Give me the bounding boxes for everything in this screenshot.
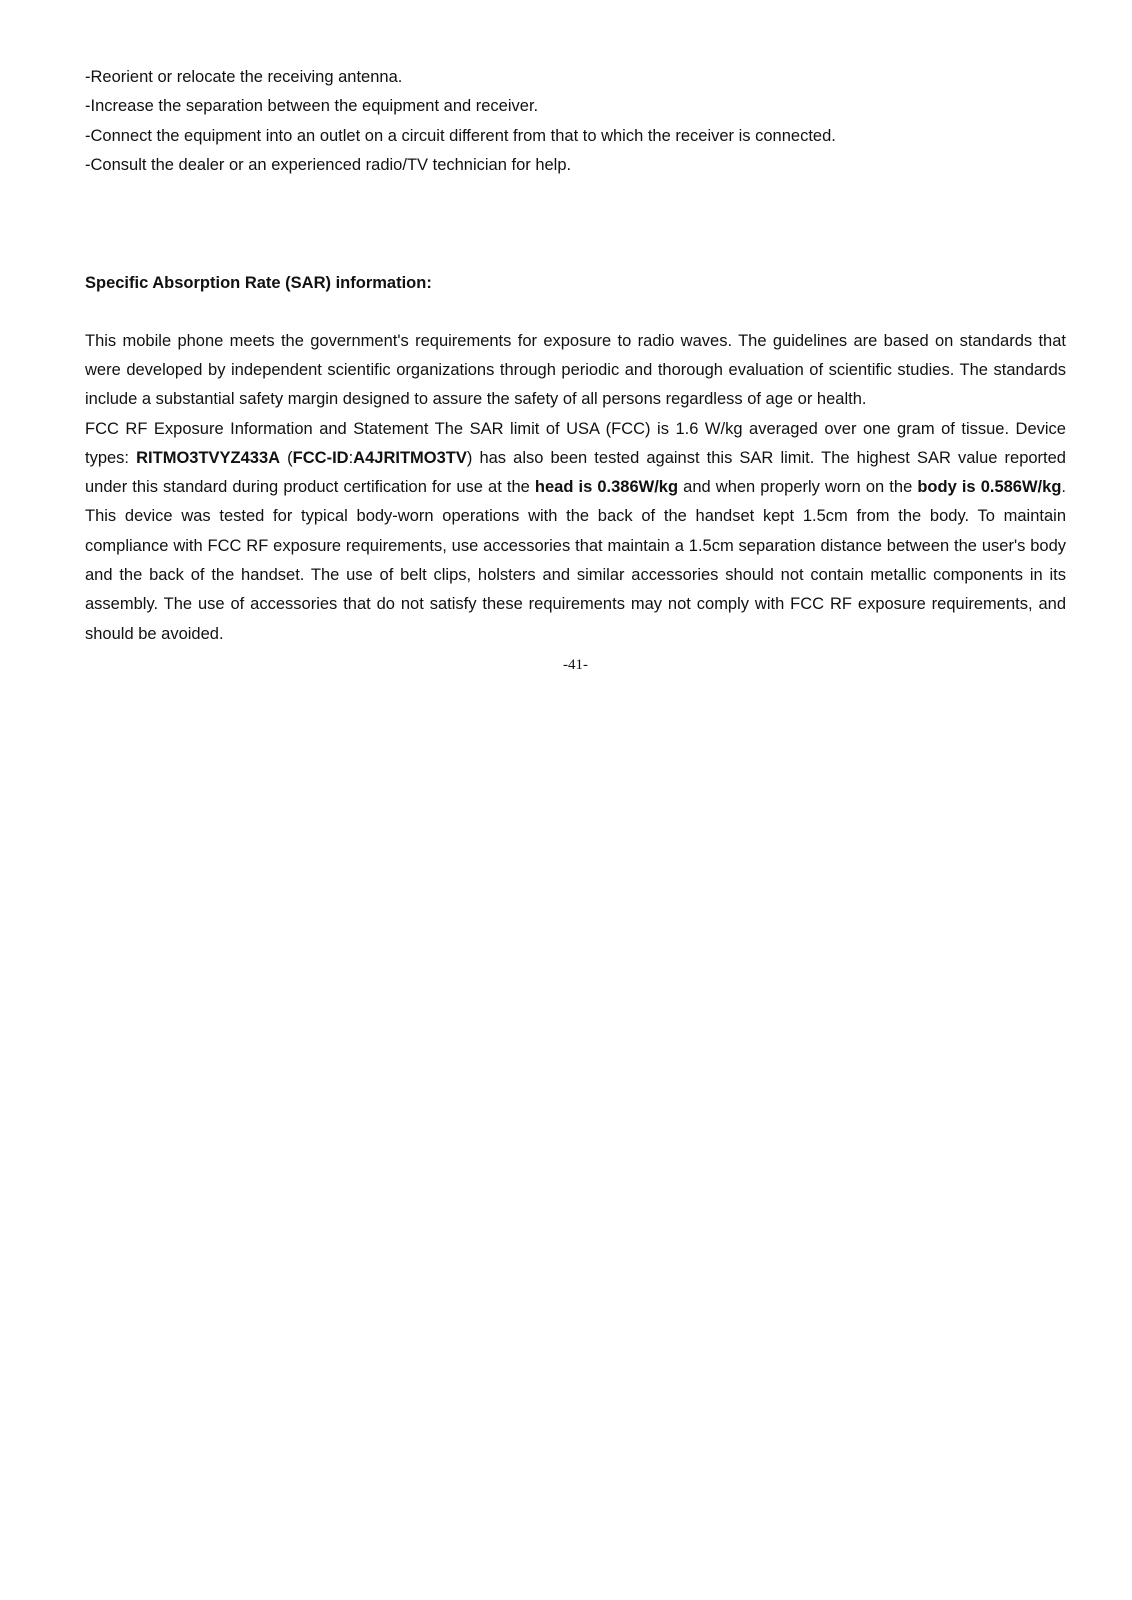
text-run: ) has also been tested against this SAR limit. The highest SAR value reported under this standard during product certification for use at the xyxy=(85,448,1066,497)
text-run: : xyxy=(348,448,354,467)
body-sar-value: body is 0.586W/kg xyxy=(917,478,1062,497)
text-run: FCC RF Exposure Information and Statement The SAR limit of USA (FCC) is 1.6 W/kg averaged over one gram of tissue. Device types: xyxy=(85,419,1066,467)
section-heading: Specific Absorption Rate (SAR) information: xyxy=(85,273,432,292)
list-item: -Reorient or relocate the receiving antenna. xyxy=(85,68,403,86)
sar-paragraph-1: This mobile phone meets the government's requirements for exposure to radio waves. The guidelines are based on standards that were developed by independent scientific organizations through periodic and thorough evaluation of scientific studies. The standards include a substantial safety margin designed to assure the safety of all persons regardless of age or health. xyxy=(85,331,1066,409)
page-number: -41- xyxy=(563,656,588,673)
list-item: -Increase the separation between the equipment and receiver. xyxy=(85,97,539,116)
head-sar-value: head is 0.386W/kg xyxy=(534,478,679,497)
text-run: and when properly worn on the xyxy=(678,478,918,497)
text-run: ( xyxy=(280,448,293,467)
sar-paragraph-2 xyxy=(85,415,1066,649)
device-type: RITMO3TVYZ433A xyxy=(136,448,281,467)
fcc-id-value: A4JRITMO3TV xyxy=(353,448,467,467)
list-item: -Connect the equipment into an outlet on a circuit different from that to which the receiver is connected. xyxy=(85,126,836,145)
interference-tips-list xyxy=(85,63,1066,181)
text-run: . This device was tested for typical body-worn operations with the back of the handset kept 1.5cm from the body. To maintain compliance with FCC RF exposure requirements, use accessories that maintain a 1.5cm separation distance between the user's body and the back of the handset. The use of belt clips, holsters and similar accessories should not contain metallic components in its assembly. The use of accessories that do not satisfy these requirements may not comply with FCC RF exposure requirements, and should be avoided. xyxy=(85,478,1066,643)
fcc-id-label: FCC-ID xyxy=(292,448,349,467)
list-item: -Consult the dealer or an experienced radio/TV technician for help. xyxy=(85,156,572,175)
